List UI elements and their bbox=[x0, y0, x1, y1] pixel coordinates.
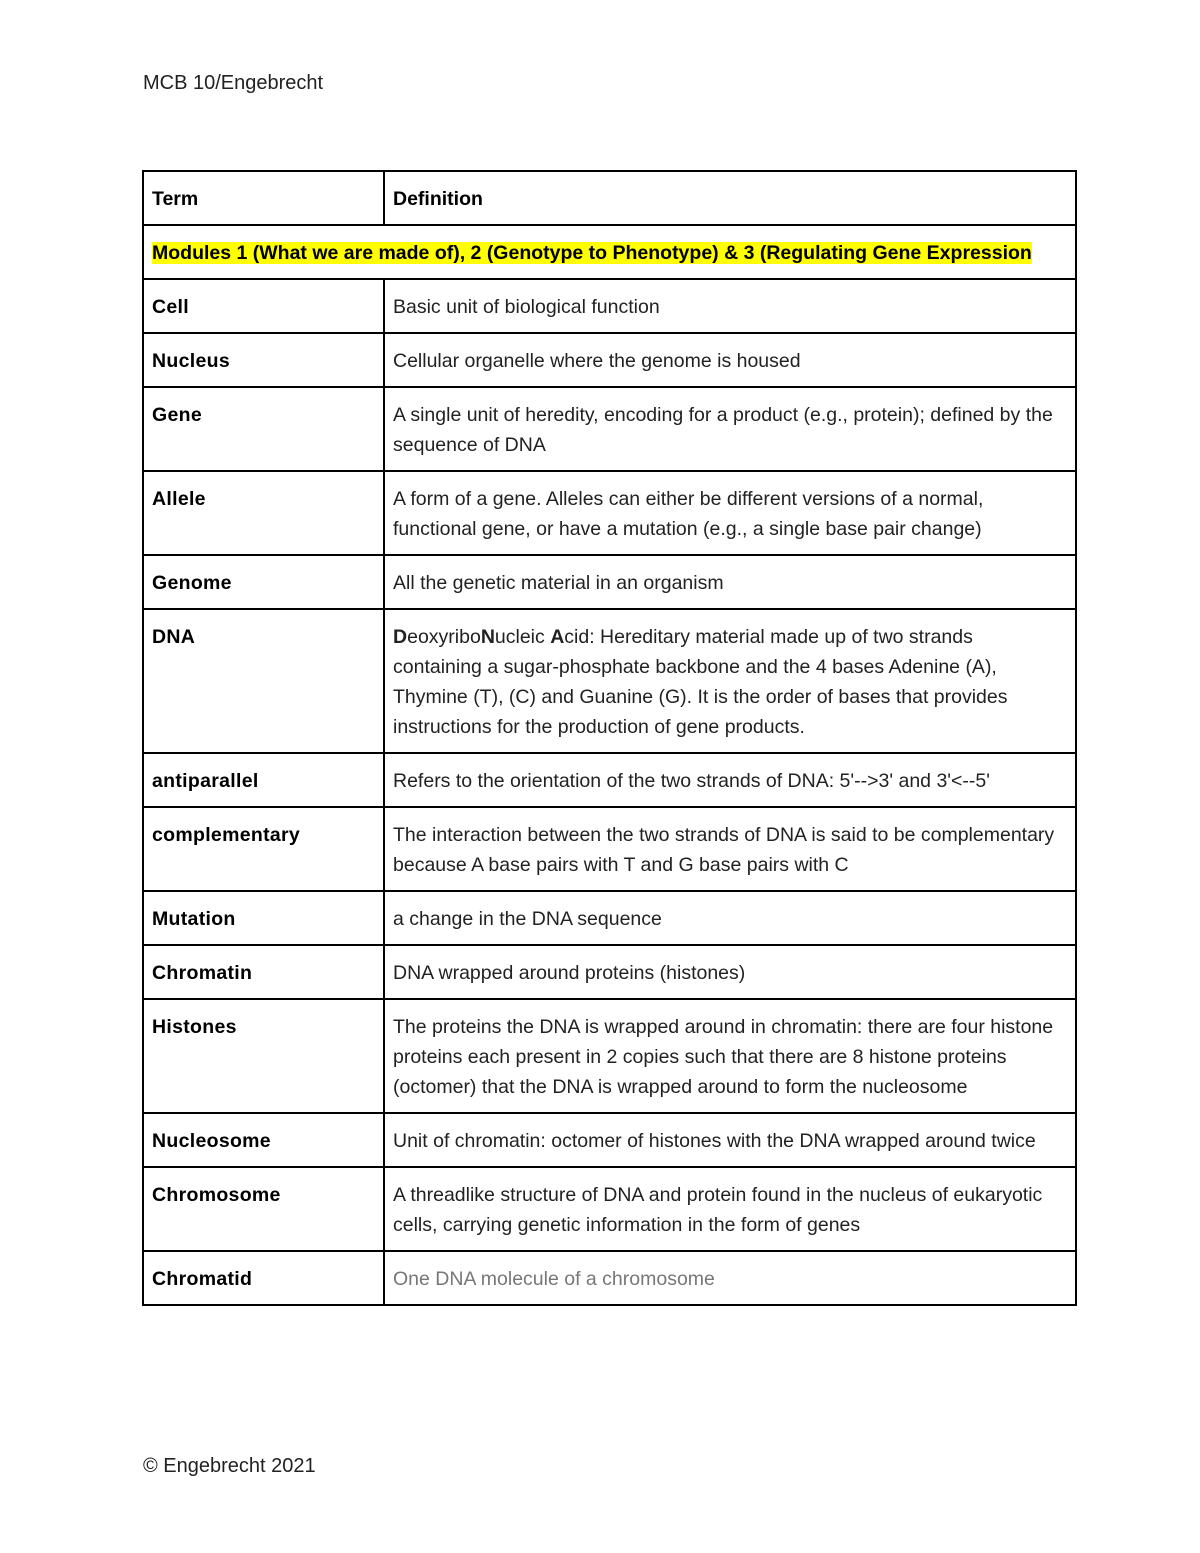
table-row bbox=[143, 807, 1076, 891]
table-row bbox=[143, 555, 1076, 609]
module-heading-cell bbox=[143, 225, 1076, 279]
term-cell: Gene bbox=[143, 387, 384, 471]
column-header-term: Term bbox=[143, 171, 384, 225]
definition-text: cid: Hereditary material made up of two strands containing a sugar-phosphate backbone and the 4 bases Adenine (A), Thymine (T), (C) and Guanine (G). It is the order of bases that provides instructions for the production of gene products. bbox=[393, 626, 1008, 738]
term-cell: Chromosome bbox=[143, 1167, 384, 1251]
definition-text: eoxyribo bbox=[407, 626, 481, 648]
term-cell: antiparallel bbox=[143, 753, 384, 807]
table-header-row bbox=[143, 171, 1076, 225]
column-header-definition: Definition bbox=[384, 171, 1076, 225]
term-cell: Chromatin bbox=[143, 945, 384, 999]
table-row bbox=[143, 609, 1076, 753]
table-row bbox=[143, 999, 1076, 1113]
glossary-table bbox=[142, 170, 1077, 1306]
definition-cell: DNA wrapped around proteins (histones) bbox=[384, 945, 1076, 999]
term-cell: Mutation bbox=[143, 891, 384, 945]
table-row bbox=[143, 279, 1076, 333]
term-cell: Chromatid bbox=[143, 1251, 384, 1305]
definition-cell: a change in the DNA sequence bbox=[384, 891, 1076, 945]
definition-cell: Unit of chromatin: octomer of histones with the DNA wrapped around twice bbox=[384, 1113, 1076, 1167]
page-footer: © Engebrecht 2021 bbox=[143, 1455, 316, 1477]
module-heading-row bbox=[143, 225, 1076, 279]
definition-cell: The proteins the DNA is wrapped around in chromatin: there are four histone proteins each present in 2 copies such that there are 8 histone proteins (octomer) that the DNA is wrapped around to form the nucleosome bbox=[384, 999, 1076, 1113]
definition-cell: One DNA molecule of a chromosome bbox=[384, 1251, 1076, 1305]
table-row bbox=[143, 945, 1076, 999]
table-row bbox=[143, 471, 1076, 555]
definition-cell: Cellular organelle where the genome is housed bbox=[384, 333, 1076, 387]
acronym-letter-n: N bbox=[480, 626, 495, 648]
page-header: MCB 10/Engebrecht bbox=[143, 72, 324, 94]
definition-cell: A form of a gene. Alleles can either be different versions of a normal, functional gene, or have a mutation (e.g., a single base pair change) bbox=[384, 471, 1076, 555]
definition-cell: The interaction between the two strands of DNA is said to be complementary because A base pairs with T and G base pairs with C bbox=[384, 807, 1076, 891]
table-row bbox=[143, 333, 1076, 387]
definition-cell: Basic unit of biological function bbox=[384, 279, 1076, 333]
definition-cell: A threadlike structure of DNA and protein found in the nucleus of eukaryotic cells, carrying genetic information in the form of genes bbox=[384, 1167, 1076, 1251]
definition-cell: A single unit of heredity, encoding for a product (e.g., protein); defined by the sequence of DNA bbox=[384, 387, 1076, 471]
table-row bbox=[143, 1113, 1076, 1167]
term-cell: Allele bbox=[143, 471, 384, 555]
table-row bbox=[143, 1167, 1076, 1251]
term-cell: Cell bbox=[143, 279, 384, 333]
term-cell: Genome bbox=[143, 555, 384, 609]
definition-cell: All the genetic material in an organism bbox=[384, 555, 1076, 609]
table-row bbox=[143, 1251, 1076, 1305]
definition-cell: Refers to the orientation of the two strands of DNA: 5'-->3' and 3'<--5' bbox=[384, 753, 1076, 807]
definition-text: ucleic bbox=[494, 626, 551, 648]
term-cell: Nucleosome bbox=[143, 1113, 384, 1167]
table-row bbox=[143, 753, 1076, 807]
term-cell: Histones bbox=[143, 999, 384, 1113]
acronym-letter-d: D bbox=[393, 626, 408, 648]
term-cell: complementary bbox=[143, 807, 384, 891]
term-cell: DNA bbox=[143, 609, 384, 753]
table-row bbox=[143, 891, 1076, 945]
module-heading: Modules 1 (What we are made of), 2 (Genotype to Phenotype) & 3 (Regulating Gene Expression bbox=[152, 242, 1032, 264]
table-row bbox=[143, 387, 1076, 471]
term-cell: Nucleus bbox=[143, 333, 384, 387]
acronym-letter-a: A bbox=[550, 626, 565, 648]
definition-cell bbox=[384, 609, 1076, 753]
